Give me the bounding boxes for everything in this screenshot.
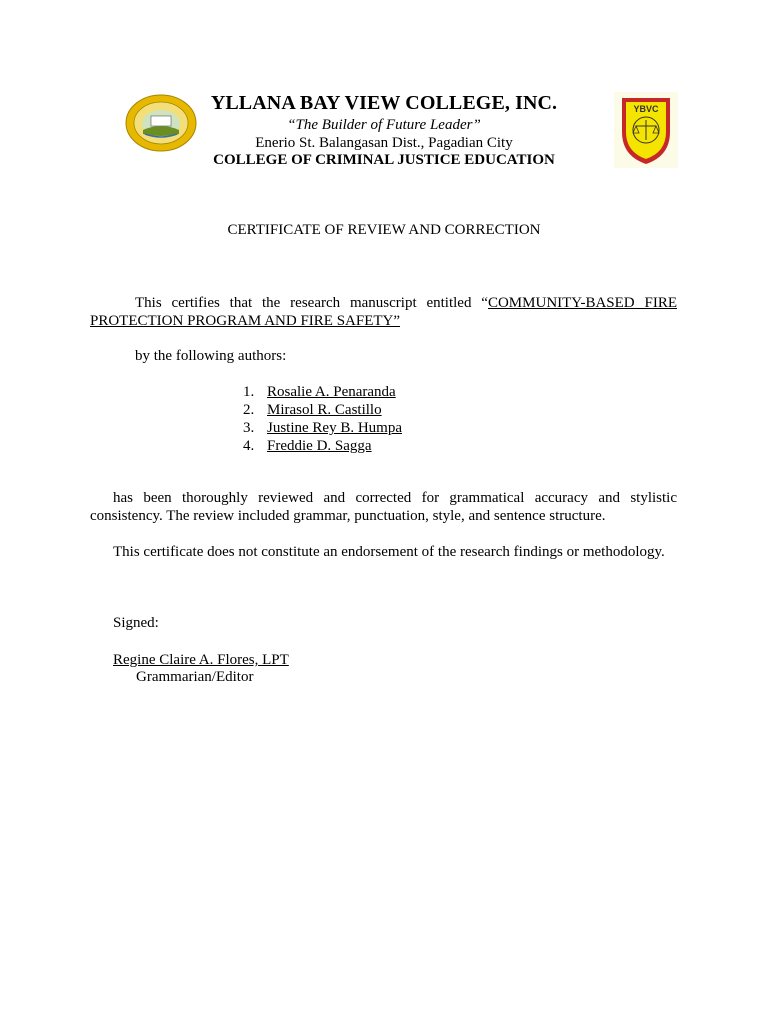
authors-intro: by the following authors: <box>135 348 287 364</box>
author-number: 1. <box>243 384 255 400</box>
review-paragraph: has been thoroughly reviewed and corrected for grammatical accuracy and stylistic consistency. The review included grammar, punctuation, style, and sentence structure. <box>90 490 677 524</box>
signer-name: Regine Claire A. Flores, LPT <box>113 652 289 668</box>
list-item <box>243 383 402 401</box>
list-item <box>243 419 402 437</box>
certificate-title: CERTIFICATE OF REVIEW AND CORRECTION <box>227 222 541 238</box>
author-name: Rosalie A. Penaranda <box>267 384 396 400</box>
author-name: Justine Rey B. Humpa <box>267 420 402 436</box>
author-name: Mirasol R. Castillo <box>267 402 382 418</box>
college-motto: “The Builder of Future Leader” <box>287 117 481 133</box>
manuscript-title: COMMUNITY-BASED FIRE PROTECTION PROGRAM AND FIRE SAFETY” <box>90 295 677 329</box>
disclaimer-text: This certificate does not constitute an endorsement of the research findings or methodology. <box>113 544 665 560</box>
signed-label: Signed: <box>113 615 159 631</box>
author-name: Freddie D. Sagga <box>267 438 372 454</box>
list-item <box>243 401 402 419</box>
college-name: YLLANA BAY VIEW COLLEGE, INC. <box>210 92 558 114</box>
signer-role: Grammarian/Editor <box>136 669 254 685</box>
intro-text: This certifies that the research manuscript entitled “ <box>135 295 488 311</box>
author-number: 3. <box>243 420 255 436</box>
list-item <box>243 437 402 455</box>
intro-paragraph <box>90 294 677 330</box>
department-name: COLLEGE OF CRIMINAL JUSTICE EDUCATION <box>213 152 555 168</box>
author-number: 2. <box>243 402 255 418</box>
college-address: Enerio St. Balangasan Dist., Pagadian City <box>255 135 513 151</box>
shield-logo-text: YBVC <box>633 104 659 114</box>
author-list <box>243 383 402 455</box>
author-number: 4. <box>243 438 255 454</box>
